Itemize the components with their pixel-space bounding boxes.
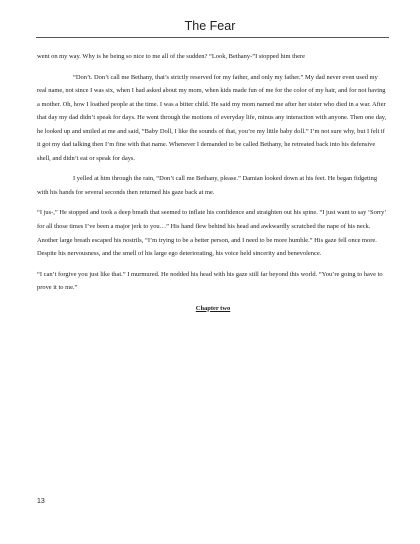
paragraph: I yelled at him through the rain, “Don’t call me Bethany, please.” Damian looked down at his feet. He began fidgeting with his hands for several seconds then returned his gaze back at me. [37,175,378,196]
chapter-heading: Chapter two [195,304,231,312]
body-text [37,50,389,315]
paragraph: “I jus-,” He stopped and took a deep breath that seemed to inflate his confidence and straighten out his spine. “I just want to say ‘Sorry’ for all those times I’ve been a major jerk to you…” His hand flew behind his head and awkwardly scratched the nape of his neck. Another large breath escaped his nostrils, “I’m trying to be a better person, and I need to be more humble.” His gaze fell once more. Despite his nervousness, and the smell of his large ego deteriorating, his voice held sincerity and benevolence. [37,209,387,258]
paragraph: “Don’t. Don’t call me Bethany, that’s strictly reserved for my father, and only my father.” My dad never even used my real name, not since I was six, when I had asked about my mom, when kids made fun of me for the color of my hair, and for not having a mother. Oh, how I loathed people at the time. I was a bitter child. He said my mom named me after her sister who died in a war. After that day my dad didn’t speak for days. He went through the motions of everyday life, minus any interaction with anyone. Then one day, he looked up and smiled at me and said, “Baby Doll, I like the sounds of that, you’re my little baby doll.” I’m not sure why, but I felt if it got my dad talking then I’m fine with that name. Whenever I demanded to be called Bethany, he retreated back into his defensive shell, and didn’t eat or speak for days. [37,73,387,162]
paragraph: went on my way. Why is he being so nice to me all of the sudden? “Look, Bethany-”I stopped him there [37,53,305,60]
paragraph: “I can’t forgive you just like that.” I murmured. He nodded his head with his gaze still far beyond this world. “You’re going to have to prove it to me.” [37,270,383,292]
page-number: 13 [37,498,45,505]
header-divider [36,37,389,38]
page-title: The Fear [184,19,236,33]
